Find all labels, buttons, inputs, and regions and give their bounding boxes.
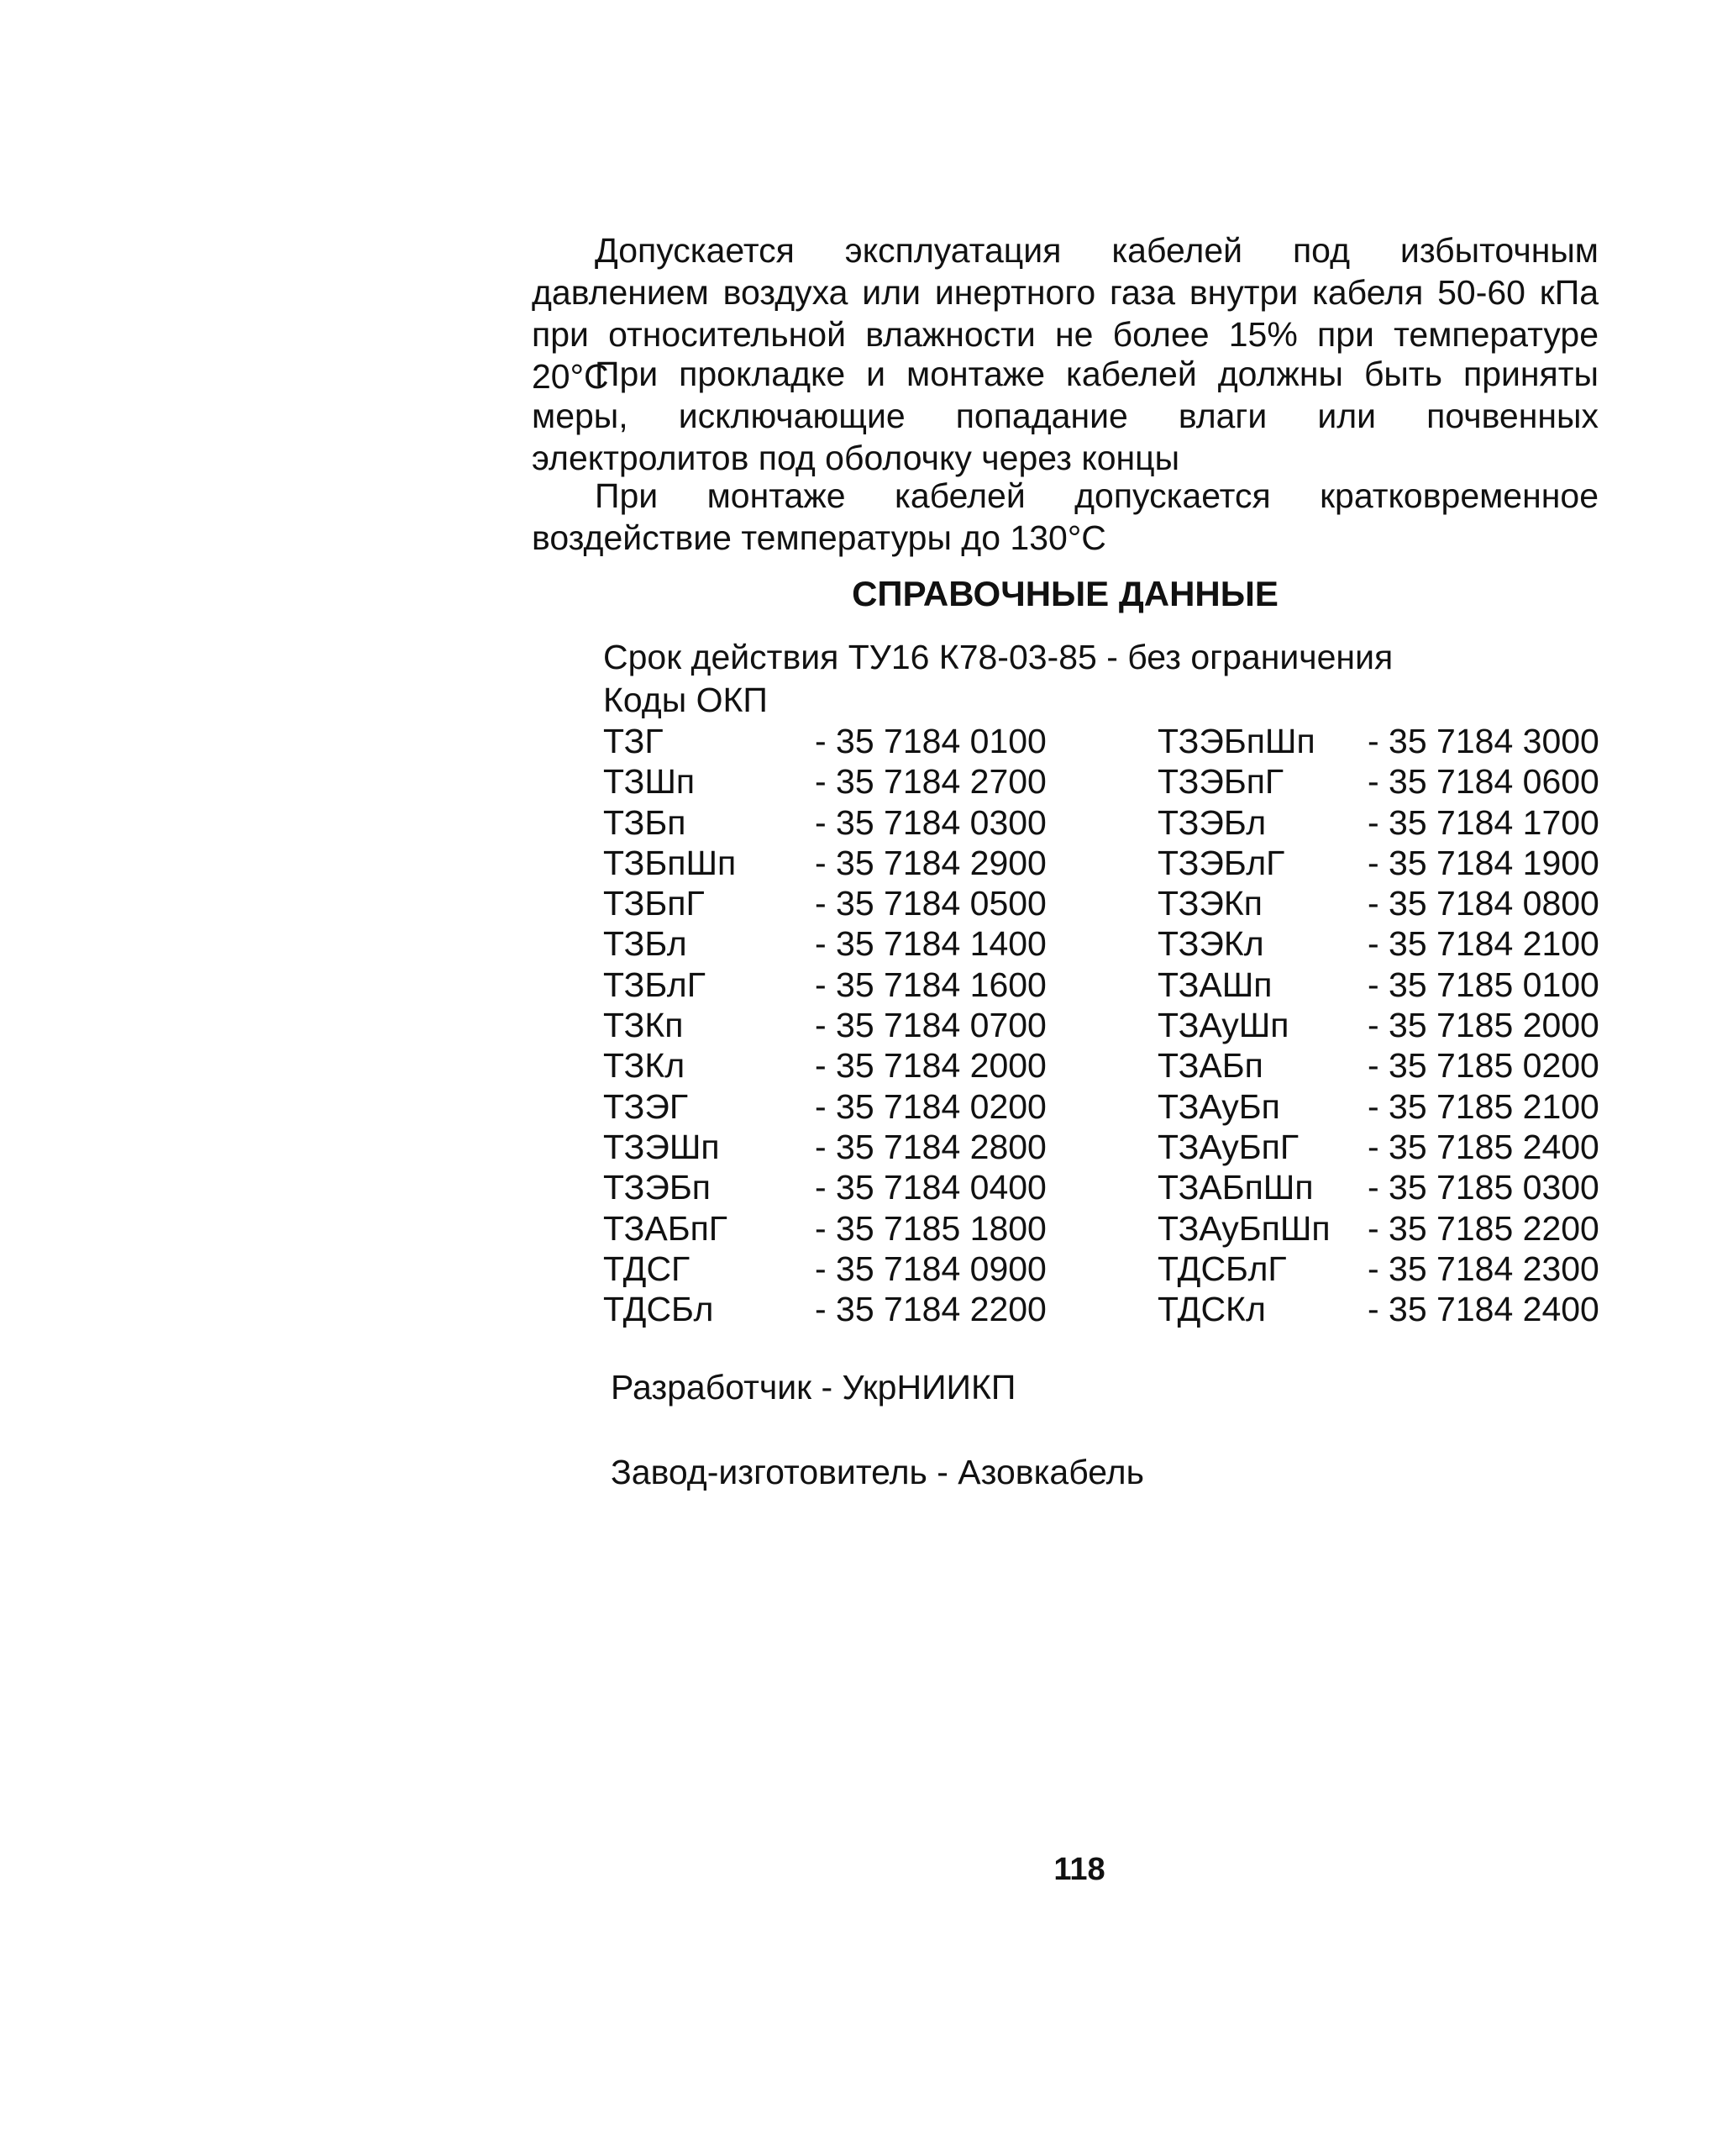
okp-code: - 35 7184 0100 (815, 722, 1047, 760)
cable-type-name: ТЗЭБпШп (1158, 722, 1315, 760)
okp-code: - 35 7184 0800 (1368, 884, 1599, 923)
cable-type-name: ТЗАуШп (1158, 1006, 1289, 1045)
okp-code: - 35 7185 2200 (1368, 1208, 1599, 1248)
cable-type-name: ТЗАуБп (1158, 1086, 1280, 1126)
okp-code: - 35 7185 2000 (1368, 1006, 1599, 1045)
cable-type-name: ТЗАуБпГ (1158, 1127, 1300, 1166)
okp-code: - 35 7184 0600 (1368, 762, 1599, 802)
okp-code: - 35 7184 0700 (815, 1006, 1047, 1045)
okp-code: - 35 7185 0200 (1368, 1046, 1599, 1086)
validity-line: Срок действия ТУ16 К78-03-85 - без ограничения (603, 638, 1394, 676)
cable-type-name: ТЗАШп (1158, 965, 1273, 1004)
paragraph-moisture: При прокладке и монтаже кабелей должны быть приняты меры, исключающие попадание влаги или почвенных электролитов под оболочку через концы (532, 355, 1599, 477)
okp-code: - 35 7184 0300 (815, 802, 1047, 842)
cable-type-name: ТДСБлГ (1158, 1249, 1287, 1288)
cable-type-name: ТЗКл (603, 1046, 685, 1086)
cable-type-name: ТЗЭБпГ (1158, 762, 1284, 802)
section-title: СПРАВОЧНЫЕ ДАННЫЕ (852, 574, 1279, 613)
manufacturer-line: Завод-изготовитель - Азовкабель (611, 1453, 1144, 1491)
code-row (603, 1208, 1611, 1249)
okp-code: - 35 7184 2400 (1368, 1290, 1599, 1329)
okp-code: - 35 7184 2200 (815, 1290, 1047, 1329)
okp-code: - 35 7185 0100 (1368, 965, 1599, 1004)
code-row (603, 802, 1611, 843)
okp-code: - 35 7184 2000 (815, 1046, 1047, 1086)
cable-type-name: ТЗБпГ (603, 884, 705, 923)
okp-code: - 35 7184 3000 (1368, 722, 1599, 760)
okp-code: - 35 7184 0400 (815, 1168, 1047, 1207)
code-row (603, 1127, 1611, 1167)
cable-type-name: ТЗАуБпШп (1158, 1208, 1331, 1248)
cable-type-name: ТЗАБпШп (1158, 1168, 1314, 1207)
code-row (603, 1086, 1611, 1127)
code-row (603, 883, 1611, 923)
developer-line: Разработчик - УкрНИИКП (611, 1368, 1016, 1407)
okp-code: - 35 7184 1700 (1368, 802, 1599, 842)
cable-type-name: ТЗЭШп (603, 1127, 720, 1166)
cable-type-name: ТЗЭКп (1158, 884, 1263, 923)
code-row (603, 965, 1611, 1005)
okp-code: - 35 7184 2700 (815, 762, 1047, 802)
cable-type-name: ТЗАБпГ (603, 1208, 728, 1248)
okp-code: - 35 7184 2300 (1368, 1249, 1599, 1288)
cable-type-name: ТДСГ (603, 1249, 690, 1288)
okp-code: - 35 7185 2400 (1368, 1127, 1599, 1166)
okp-code: - 35 7184 2100 (1368, 924, 1599, 964)
cable-type-name: ТДСКл (1158, 1290, 1266, 1329)
paragraph-pressure: Допускается эксплуатация кабелей под избыточным давлением воздуха или инертного газа внутри кабеля 50-60 кПа при относительной влажности не более 15% при температуре 20°С (532, 231, 1599, 396)
cable-type-name: ТЗБпШп (603, 843, 737, 882)
paragraph-temperature: При монтаже кабелей допускается кратковременное воздействие температуры до 130°С (532, 476, 1599, 557)
code-row (603, 843, 1611, 883)
okp-codes-table (603, 721, 1611, 1329)
cable-type-name: ТЗЭГ (603, 1086, 689, 1126)
okp-code: - 35 7185 1800 (815, 1208, 1047, 1248)
okp-code: - 35 7185 0300 (1368, 1168, 1599, 1207)
cable-type-name: ТЗШп (603, 762, 696, 802)
code-row (603, 1289, 1611, 1329)
okp-code: - 35 7184 0500 (815, 884, 1047, 923)
code-row (603, 1005, 1611, 1045)
page-number: 118 (1053, 1852, 1105, 1887)
okp-code: - 35 7184 2900 (815, 843, 1047, 882)
cable-type-name: ТЗЭБл (1158, 802, 1267, 842)
cable-type-name: ТЗБп (603, 802, 686, 842)
cable-type-name: ТЗГ (603, 722, 664, 760)
code-row (603, 1249, 1611, 1289)
code-row (603, 1045, 1611, 1086)
cable-type-name: ТЗЭБп (603, 1168, 711, 1207)
code-row (603, 761, 1611, 802)
code-row (603, 1167, 1611, 1207)
okp-code: - 35 7184 1600 (815, 965, 1047, 1004)
okp-code: - 35 7184 2800 (815, 1127, 1047, 1166)
cable-type-name: ТЗЭКл (1158, 924, 1264, 964)
code-row (603, 923, 1611, 964)
okp-code: - 35 7184 1400 (815, 924, 1047, 964)
cable-type-name: ТЗАБп (1158, 1046, 1263, 1086)
okp-code: - 35 7184 0900 (815, 1249, 1047, 1288)
okp-code: - 35 7184 0200 (815, 1086, 1047, 1126)
cable-type-name: ТЗБл (603, 924, 687, 964)
okp-code: - 35 7184 1900 (1368, 843, 1599, 882)
cable-type-name: ТЗБлГ (603, 965, 706, 1004)
cable-type-name: ТДСБл (603, 1290, 714, 1329)
okp-code: - 35 7185 2100 (1368, 1086, 1599, 1126)
cable-type-name: ТЗКп (603, 1006, 684, 1045)
code-row (603, 721, 1611, 761)
okp-codes-label: Коды ОКП (603, 681, 768, 719)
cable-type-name: ТЗЭБлГ (1158, 843, 1285, 882)
